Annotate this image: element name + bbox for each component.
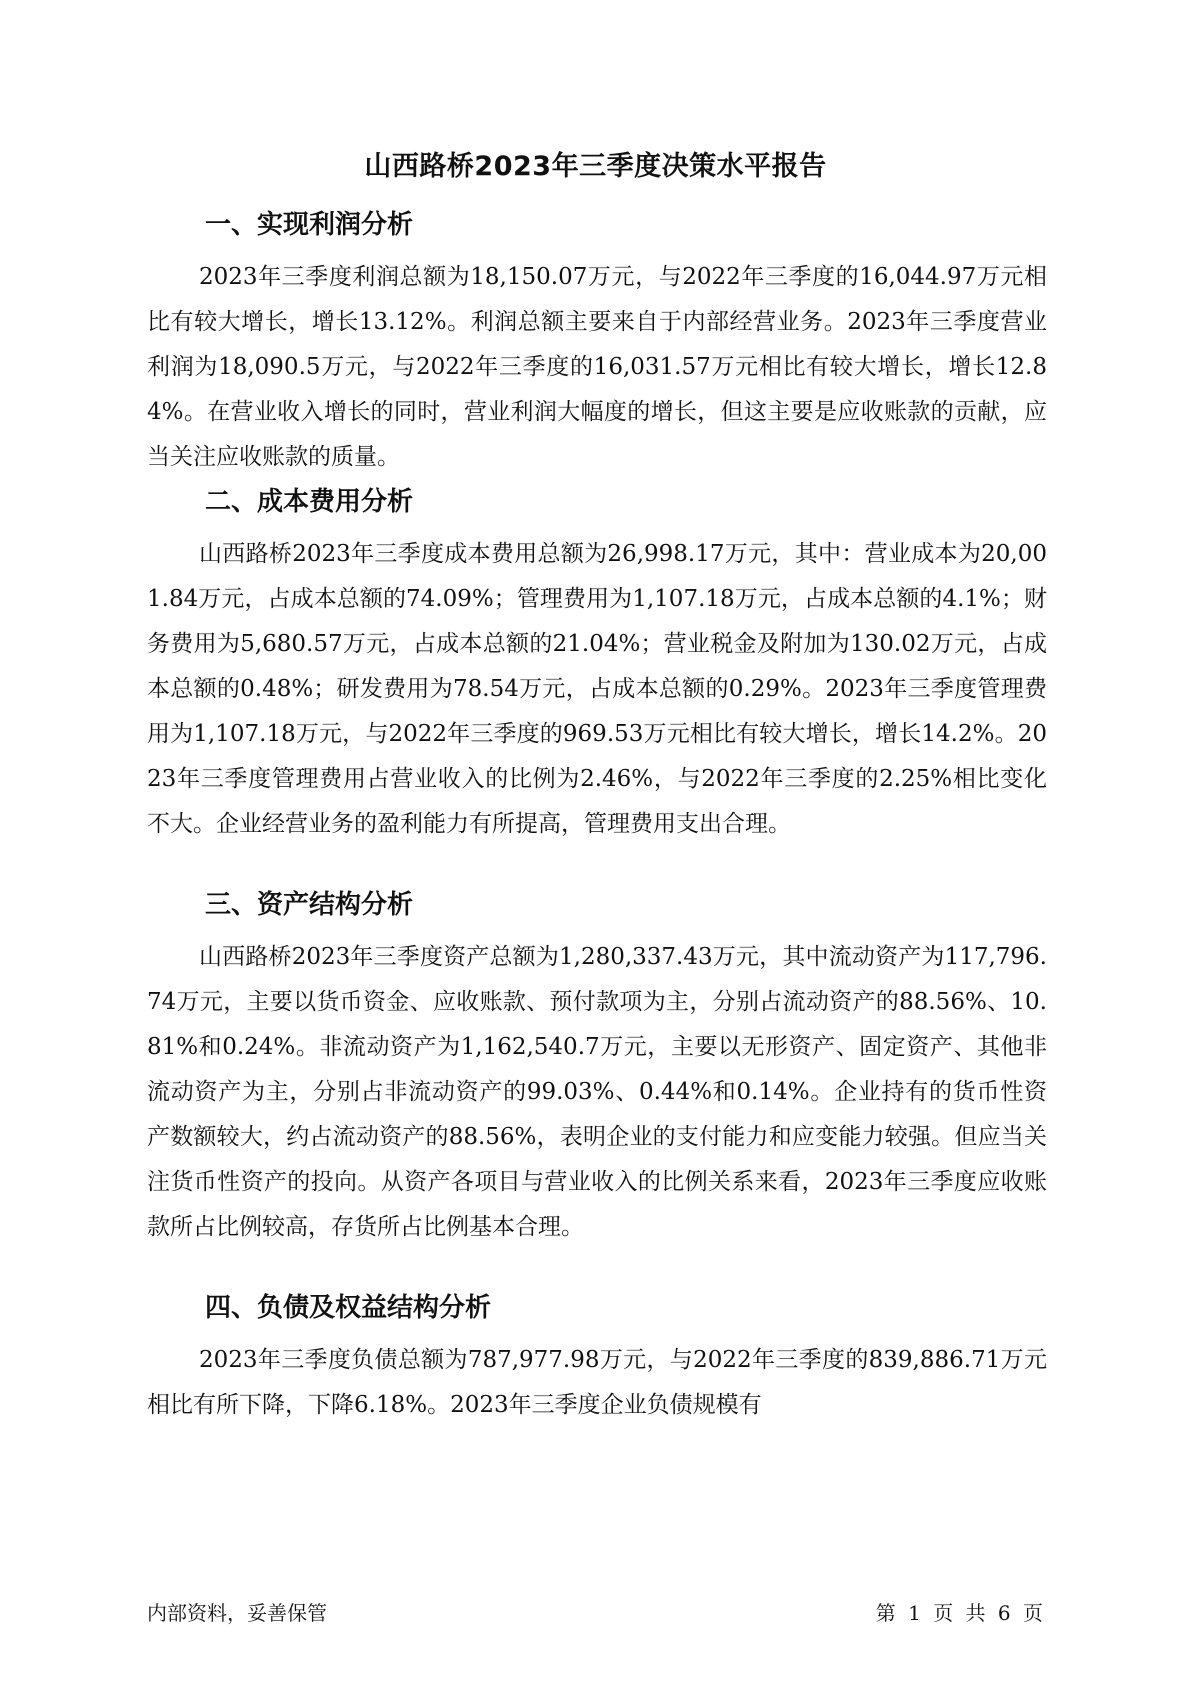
section-heading: 四、负债及权益结构分析 (205, 1293, 492, 1323)
footer-page-number: 第 1 页 共 6 页 (875, 1601, 1043, 1625)
footer-confidential-note: 内部资料，妥善保管 (147, 1601, 327, 1625)
section-heading: 一、实现利润分析 (205, 210, 414, 240)
section-paragraph: 山西路桥2023年三季度成本费用总额为26,998.17万元，其中：营业成本为20,001.84万元，占成本总额的74.09%；管理费用为1,107.18万元，占成本总额的4.1%；财务费用为5,680.57万元，占成本总额的21.04%；营业税金及附加为130.02万元，占成本总额的0.48%；研发费用为78.54万元，占成本总额的0.29%。2023年三季度管理费用为1,107.18万元，与2022年三季度的969.53万元相比有较大增长，增长14.2%。2023年三季度管理费用占营业收入的比例为2.46%，与2022年三季度的2.25%相比变化不大。企业经营业务的盈利能力有所提高，管理费用支出合理。 (147, 541, 1047, 837)
section-cost-analysis (147, 482, 1047, 847)
section-heading: 三、资产结构分析 (205, 890, 414, 920)
section-heading: 二、成本费用分析 (205, 487, 414, 517)
document-title: 山西路桥2023年三季度决策水平报告 (364, 151, 827, 182)
section-paragraph: 山西路桥2023年三季度资产总额为1,280,337.43万元，其中流动资产为117,796.74万元，主要以货币资金、应收账款、预付款项为主，分别占流动资产的88.56%、10.81%和0.24%。非流动资产为1,162,540.7万元，主要以无形资产、固定资产、其他非流动资产为主，分别占非流动资产的99.03%、0.44%和0.14%。企业持有的货币性资产数额较大，约占流动资产的88.56%，表明企业的支付能力和应变能力较强。但应当关注货币性资产的投向。从资产各项目与营业收入的比例关系来看，2023年三季度应收账款所占比例较高，存货所占比例基本合理。 (147, 944, 1047, 1240)
section-asset-structure (147, 885, 1047, 1250)
section-liability-equity (147, 1288, 1047, 1428)
section-profit-analysis (147, 205, 1047, 480)
section-paragraph: 2023年三季度负债总额为787,977.98万元，与2022年三季度的839,886.71万元相比有所下降，下降6.18%。2023年三季度企业负债规模有 (147, 1347, 1047, 1418)
section-paragraph: 2023年三季度利润总额为18,150.07万元，与2022年三季度的16,044.97万元相比有较大增长，增长13.12%。利润总额主要来自于内部经营业务。2023年三季度营业利润为18,090.5万元，与2022年三季度的16,031.57万元相比有较大增长，增长12.84%。在营业收入增长的同时，营业利润大幅度的增长，但这主要是应收账款的贡献，应当关注应收账款的质量。 (147, 264, 1047, 470)
